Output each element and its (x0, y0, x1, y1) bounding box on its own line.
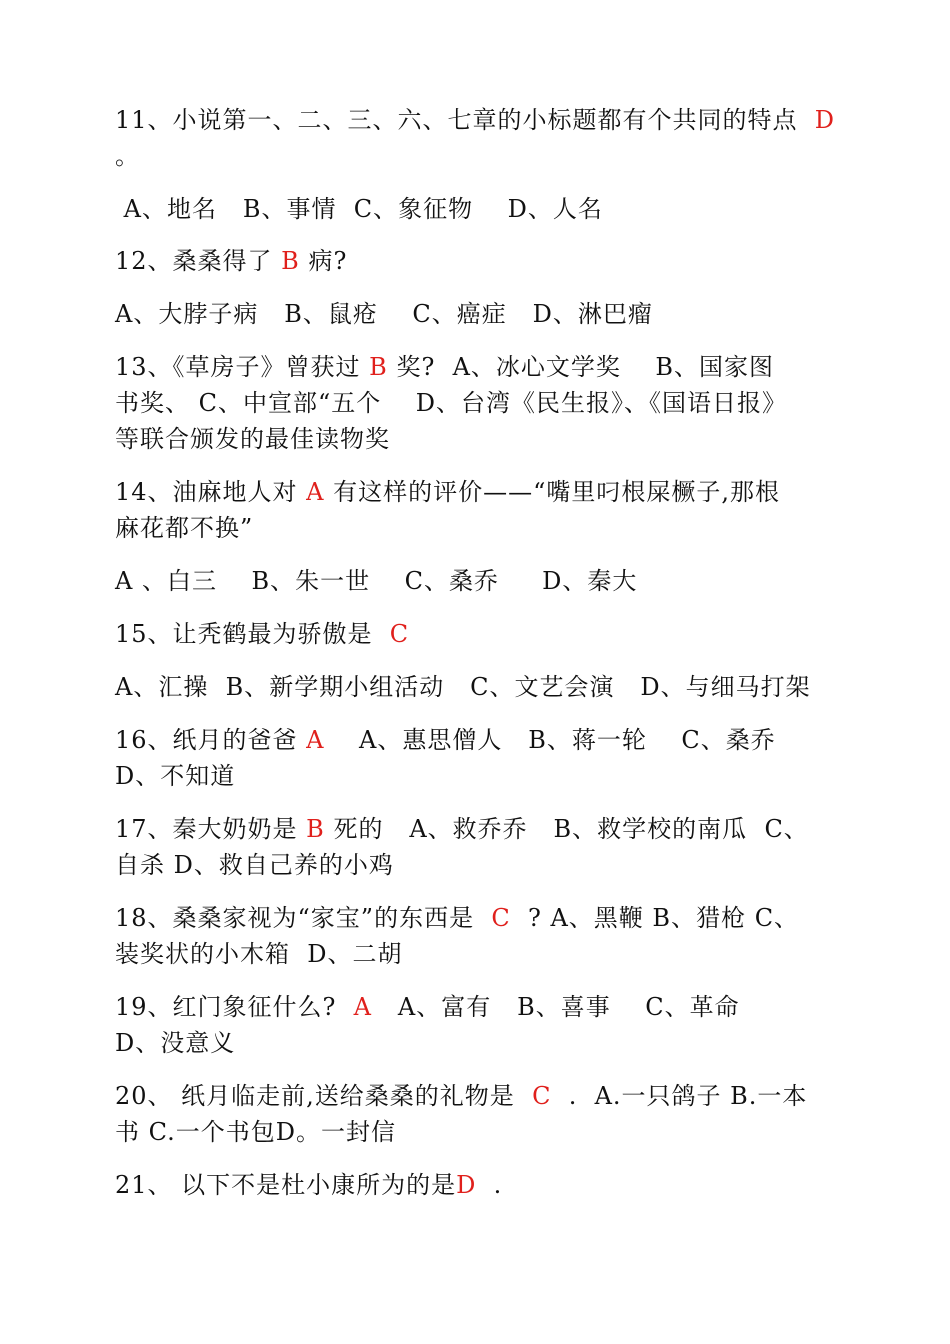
line-text: 13、《草房子》曾获过 (115, 353, 370, 381)
question-16-line-1 (115, 722, 776, 758)
answer-mark: B (306, 815, 325, 843)
question-19-line-2 (115, 1025, 235, 1061)
line-text: 装奖状的小木箱 D、二胡 (115, 940, 403, 968)
line-text: 书奖、 C、中宣部“五个 D、台湾《民生报》、《国语日报》 (115, 389, 788, 417)
question-15-options (115, 669, 811, 705)
question-14-options (115, 563, 637, 599)
line-text: 书 C.一个书包D。一封信 (115, 1118, 397, 1146)
line-text: A、惠思僧人 B、蒋一轮 C、桑乔 (324, 726, 776, 754)
answer-mark: A (306, 478, 325, 506)
line-text: D、不知道 (115, 762, 236, 790)
answer-mark: A (353, 993, 373, 1021)
question-12-line-1 (115, 243, 347, 279)
question-11-line-2 (115, 138, 140, 174)
answer-mark: B (369, 353, 388, 381)
line-text: 12、桑桑得了 (115, 247, 282, 275)
answer-mark: B (281, 247, 300, 275)
question-20-line-1 (115, 1078, 807, 1114)
question-17-line-1 (115, 811, 809, 847)
question-19-line-1 (115, 989, 740, 1025)
line-text: 病? (299, 247, 348, 275)
question-13-line-2 (115, 385, 787, 421)
line-text: 等联合颁发的最佳读物奖 (115, 425, 390, 453)
line-text: 18、桑桑家视为“家宝”的东西是 (115, 904, 492, 932)
line-text: 自杀 D、救自己养的小鸡 (115, 851, 394, 879)
question-20-line-2 (115, 1114, 396, 1150)
line-text: A 、白三 B、朱一世 C、桑乔 D、秦大 (115, 567, 638, 595)
line-text: 21、 以下不是杜小康所为的是 (115, 1171, 457, 1199)
question-15-line-1 (115, 616, 409, 652)
answer-mark: A (306, 726, 325, 754)
question-11-line-1 (115, 102, 835, 138)
answer-mark: C (389, 620, 410, 648)
line-text: 有这样的评价——“嘴里叼根屎橛子,那根 (324, 478, 781, 506)
line-text: ? A、黑鞭 B、猎枪 C、 (510, 904, 800, 932)
line-text: 死的 A、救乔乔 B、救学校的南瓜 C、 (324, 815, 809, 843)
line-text: 20、 纸月临走前,送给桑桑的礼物是 (115, 1082, 533, 1110)
line-text: 。 (115, 142, 140, 170)
question-18-line-2 (115, 936, 403, 972)
line-text: 17、秦大奶奶是 (115, 815, 307, 843)
answer-mark: C (532, 1082, 552, 1110)
line-text: A、大脖子病 B、鼠疮 C、癌症 D、淋巴瘤 (115, 300, 653, 328)
line-text: A、富有 B、喜事 C、革命 (372, 993, 740, 1021)
question-14-line-2 (115, 510, 253, 546)
line-text: . (476, 1171, 503, 1199)
question-17-line-2 (115, 847, 394, 883)
line-text: 麻花都不换” (115, 514, 254, 542)
question-21-line-1 (115, 1167, 502, 1203)
answer-mark: C (491, 904, 511, 932)
question-18-line-1 (115, 900, 799, 936)
question-14-line-1 (115, 474, 780, 510)
line-text: 19、红门象征什么? (115, 993, 354, 1021)
line-text: 14、油麻地人对 (115, 478, 307, 506)
question-13-line-1 (115, 349, 774, 385)
line-text: A、汇操 B、新学期小组活动 C、文艺会演 D、与细马打架 (115, 673, 811, 701)
line-text: D、没意义 (115, 1029, 236, 1057)
line-text: 16、纸月的爸爸 (115, 726, 307, 754)
line-text: A、地名 B、事情 C、象征物 D、人名 (115, 195, 603, 223)
question-12-options (115, 296, 653, 332)
question-13-line-3 (115, 421, 390, 457)
line-text: 奖? A、冰心文学奖 B、国家图 (387, 353, 775, 381)
line-text: 11、小说第一、二、三、六、七章的小标题都有个共同的特点 (115, 106, 815, 134)
line-text: 15、让秃鹤最为骄傲是 (115, 620, 390, 648)
question-11-options (115, 191, 603, 227)
question-16-line-2 (115, 758, 235, 794)
answer-mark: D (814, 106, 836, 134)
answer-mark: D (456, 1171, 477, 1199)
line-text: . A.一只鸽子 B.一本 (551, 1082, 808, 1110)
